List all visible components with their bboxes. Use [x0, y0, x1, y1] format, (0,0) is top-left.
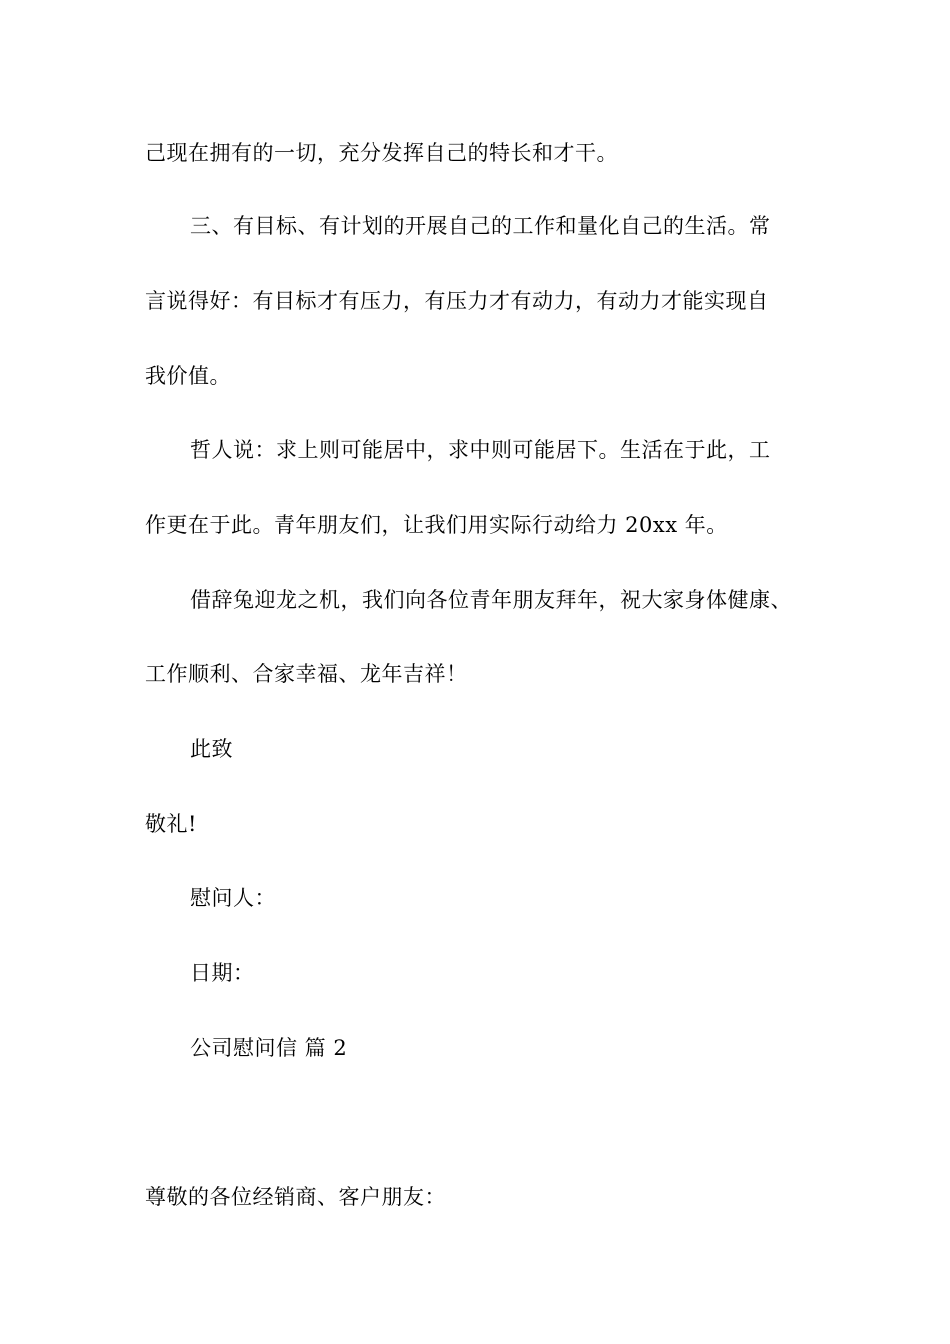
salutation-line: 敬礼! — [145, 812, 197, 836]
paragraph-line: 借辞兔迎龙之机，我们向各位青年朋友拜年，祝大家身体健康、 — [190, 588, 792, 612]
section-heading: 公司慰问信 篇 2 — [190, 1036, 348, 1060]
paragraph-line: 工作顺利、合家幸福、龙年吉祥！ — [145, 662, 468, 686]
paragraph-line: 言说得好：有目标才有压力，有压力才有动力，有动力才能实现自 — [145, 289, 769, 313]
greeting-line: 尊敬的各位经销商、客户朋友： — [145, 1185, 446, 1209]
paragraph-line: 我价值。 — [145, 364, 231, 388]
paragraph-line: 己现在拥有的一切，充分发挥自己的特长和才干。 — [145, 141, 618, 165]
paragraph-line: 哲人说：求上则可能居中，求中则可能居下。生活在于此，工 — [190, 438, 771, 462]
paragraph-line: 三、有目标、有计划的开展自己的工作和量化自己的生活。常 — [190, 214, 771, 238]
closing-line: 此致 — [190, 737, 233, 761]
paragraph-line: 作更在于此。青年朋友们，让我们用实际行动给力 20xx 年。 — [145, 513, 728, 537]
signature-label: 慰问人： — [190, 886, 276, 910]
date-label: 日期： — [190, 961, 255, 985]
